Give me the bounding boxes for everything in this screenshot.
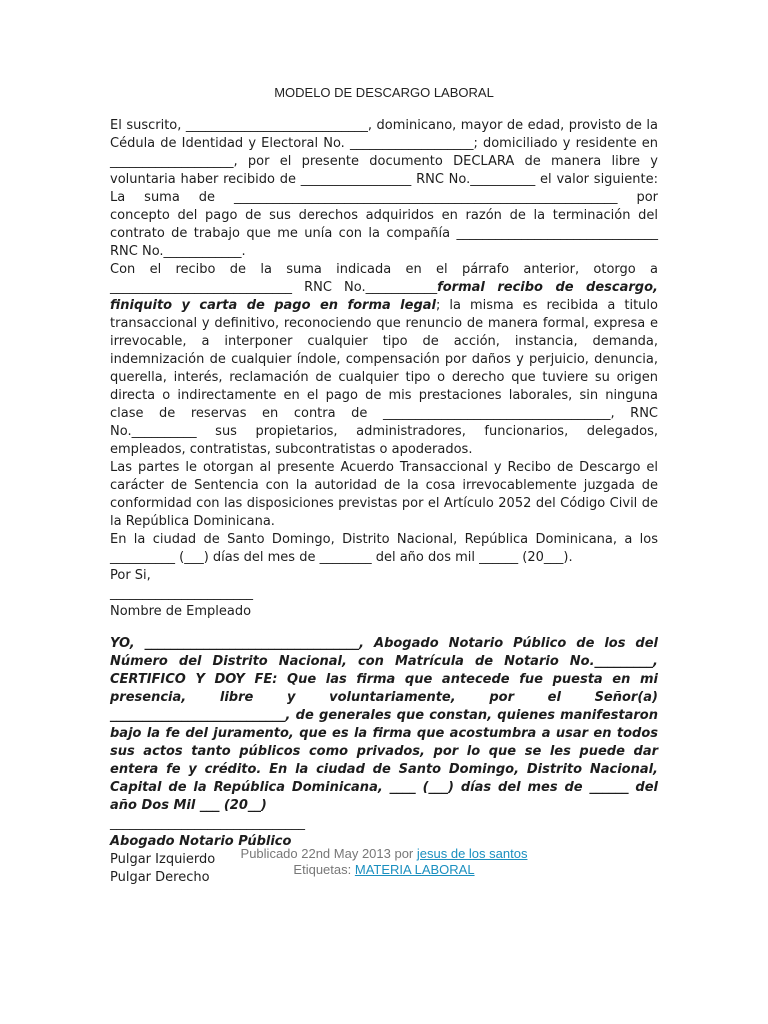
- paragraph-receipt: [110, 261, 658, 459]
- paragraph-por-si: Por Si,: [110, 568, 151, 583]
- right-thumb-label: Pulgar Derecho: [110, 870, 210, 885]
- receipt-text-a: Con el recibo de la suma indicada en el párrafo anterior, otorgo a ____________________________ RNC No.___________: [110, 262, 658, 295]
- tags-label: Etiquetas:: [293, 862, 352, 877]
- paragraph-notary-certification: YO, _________________________________, Abogado Notario Público de los del Número del Distrito Nacional, con Matrícula de Notario No._________, CERTIFICO Y DOY FE: Que las firma que antecede fue puesta en mi presencia, libre y voluntariamente, por el Señor(a) ___________________________, de generales que constan, quienes manifestaron bajo la fe del juramento, que es la firma que acostumbra a usar en todos sus actos tanto públicos como privados, por lo que se les puede dar entera fe y crédito. En la ciudad de Santo Domingo, Distrito Nacional, Capital de la República Dominicana, ____ (___) días del mes de ______ del año Dos Mil ___ (20__): [110, 636, 658, 813]
- employee-signature-line: ______________________: [110, 586, 253, 601]
- post-footer: [0, 846, 768, 878]
- receipt-text-emphasis: formal recibo de descargo, finiquito y carta de pago en forma legal: [110, 280, 658, 313]
- employee-name-label: Nombre de Empleado: [110, 604, 252, 619]
- published-text: Publicado 22nd May 2013 por: [240, 846, 414, 861]
- paragraph-place-date: En la ciudad de Santo Domingo, Distrito Nacional, República Dominicana, a los __________ (___) días del mes de ________ del año dos mil ______ (20___).: [110, 532, 658, 565]
- paragraph-declaration: El suscrito, ____________________________, dominicano, mayor de edad, provisto de la Cédula de Identidad y Electoral No. ___________________; domiciliado y residente en ___________________, por el presente documento DECLARA de manera libre y voluntaria haber recibido de _________________ RNC No.__________ el valor siguiente: La suma de ___________________________________________________________ por concepto del pago de sus derechos adquiridos en razón de la terminación del contrato de trabajo que me unía con la compañía _______________________________ RNC No.____________.: [110, 118, 658, 259]
- left-thumb-label: Pulgar Izquierdo: [110, 852, 216, 867]
- paragraph-sentence: Las partes le otorgan al presente Acuerdo Transaccional y Recibo de Descargo el carácter de Sentencia con la autoridad de la cosa irrevocablemente juzgada de conformidad con las disposiciones previstas por el Artículo 2052 del Código Civil de la República Dominicana.: [110, 460, 658, 529]
- document-title: MODELO DE DESCARGO LABORAL: [274, 85, 494, 100]
- author-link[interactable]: jesus de los santos: [416, 846, 528, 861]
- document-body: [110, 117, 658, 887]
- published-line: [0, 846, 768, 862]
- notary-signature-line: ______________________________: [110, 816, 305, 831]
- notary-title-label: Abogado Notario Público: [110, 834, 292, 849]
- receipt-text-c: ; la misma es recibida a titulo transaccional y definitivo, reconociendo que renuncio de manera formal, expresa e irrevocable, a interponer cualquier tipo de acción, instancia, demanda, indemnización de cualquier índole, compensación por daños y perjuicio, denuncia, querella, interés, reclamación de cualquier tipo o derecho que tuviere su origen directa o indirectamente en el pago de mis prestaciones laborales, sin ninguna clase de reservas en contra de ___________________________________, RNC No.__________ sus propietarios, administradores, funcionarios, delegados, empleados, contratistas, subcontratistas o apoderados.: [110, 298, 658, 457]
- tag-link-materia-laboral[interactable]: MATERIA LABORAL: [354, 862, 475, 877]
- tags-line: [0, 862, 768, 878]
